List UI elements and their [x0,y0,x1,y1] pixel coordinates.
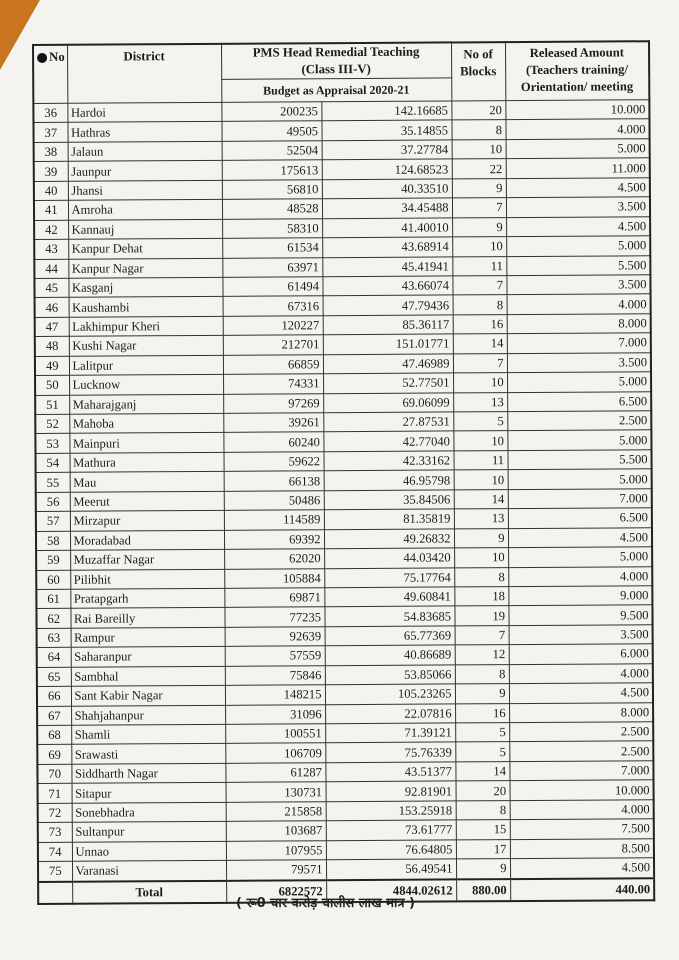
cell-count: 74331 [223,374,323,394]
cell-amount: 53.85066 [325,665,455,685]
cell-no: 74 [38,842,72,862]
cell-amount: 47.46989 [323,354,453,374]
cell-no: 43 [34,239,68,259]
cell-amount: 22.07816 [325,703,455,723]
cell-amount: 34.45488 [322,198,452,218]
cell-released: 7.500 [510,819,654,839]
cell-released: 8.000 [509,702,653,722]
cell-no: 53 [35,434,69,454]
cell-amount: 40.33510 [322,179,452,199]
cell-count: 49505 [221,121,321,141]
cell-district: Sant Kabir Nagar [71,685,225,705]
cell-district: Siddharth Nagar [71,763,225,783]
cell-released: 2.500 [509,741,653,761]
amount-in-words: ( रू0 चार करोड़ चालीस लाख मात्र ) [236,896,415,911]
cell-released: 7.000 [507,333,651,353]
cell-released: 4.000 [510,799,654,819]
cell-no: 60 [36,570,70,590]
cell-no: 40 [34,181,68,201]
cell-count: 103687 [226,821,326,841]
cell-blocks: 11 [454,450,508,470]
cell-count: 130731 [226,782,326,802]
cell-district: Jalaun [68,141,222,161]
cell-count: 31096 [225,704,325,724]
cell-no: 44 [34,259,68,279]
cell-blocks: 7 [452,276,506,296]
cell-no: 52 [35,414,69,434]
cell-amount: 27.87531 [323,412,453,432]
cell-count: 75846 [225,665,325,685]
cell-blocks: 5 [455,723,509,743]
cell-amount: 35.84506 [324,490,454,510]
cell-amount: 41.40010 [322,218,452,238]
cell-count: 105884 [224,568,324,588]
cell-district: Mau [70,472,224,492]
cell-blocks: 22 [452,159,506,179]
cell-released: 2.500 [509,722,653,742]
cell-count: 39261 [223,413,323,433]
cell-count: 69392 [224,529,324,549]
cell-blocks: 18 [454,587,508,607]
cell-amount: 49.60841 [324,587,454,607]
cell-count: 62020 [224,549,324,569]
cell-released: 4.500 [506,177,650,197]
cell-amount: 37.27784 [322,140,452,160]
cell-district: Unnao [72,841,226,861]
cell-released: 6.000 [509,644,653,664]
col-header-district: District [67,44,221,103]
cell-count: 148215 [225,685,325,705]
cell-amount: 35.14855 [321,120,451,140]
cell-no: 66 [37,686,71,706]
cell-amount: 42.77040 [323,431,453,451]
cell-no: 65 [37,667,71,687]
cell-released: 5.000 [506,139,650,159]
cell-district: Maharajganj [69,394,223,414]
total-blocks: 880.00 [456,879,510,901]
cell-count: 59622 [223,452,323,472]
cell-no: 50 [35,375,69,395]
cell-no: 62 [36,609,70,629]
cell-blocks: 13 [453,392,507,412]
cell-district: Hathras [67,122,221,142]
cell-amount: 65.77369 [325,626,455,646]
cell-amount: 76.64805 [326,840,456,860]
cell-blocks: 8 [451,120,505,140]
cell-no: 49 [35,356,69,376]
cell-released: 5.000 [507,372,651,392]
cell-district: Sambhal [71,666,225,686]
cell-count: 79571 [226,860,326,881]
cell-released: 6.500 [508,508,652,528]
cell-released: 8.000 [507,314,651,334]
cell-district: Sultanpur [72,822,226,842]
cell-count: 120227 [223,316,323,336]
cell-count: 67316 [223,296,323,316]
cell-district: Sonebhadra [72,802,226,822]
cell-amount: 105.23265 [325,684,455,704]
cell-district: Moradabad [70,530,224,550]
released-title-2: (Teachers training/ [525,62,628,77]
cell-count: 92639 [225,627,325,647]
cell-no: 58 [36,531,70,551]
cell-released: 5.000 [508,547,652,567]
cell-amount: 43.51377 [325,762,455,782]
cell-released: 4.500 [510,858,654,879]
total-count: 6822572 [226,880,326,903]
cell-released: 3.500 [509,625,653,645]
cell-blocks: 8 [455,664,509,684]
pms-class: (Class III-V) [301,61,371,77]
cell-no: 59 [36,550,70,570]
cell-district: Srawasti [71,744,225,764]
cell-blocks: 9 [456,859,510,879]
cell-released: 5.000 [508,469,652,489]
cell-district: Pilibhit [70,569,224,589]
cell-no: 37 [33,123,67,143]
blocks-title-1: No of [463,47,493,62]
cell-released: 4.000 [508,566,652,586]
cell-no: 64 [37,648,71,668]
cell-amount: 81.35819 [324,509,454,529]
cell-blocks: 5 [453,412,507,432]
cell-blocks: 14 [454,489,508,509]
cell-amount: 43.68914 [322,237,452,257]
cell-district: Hardoi [67,102,221,122]
cell-no: 38 [34,142,68,162]
cell-blocks: 20 [456,781,510,801]
cell-blocks: 8 [456,800,510,820]
cell-released: 3.500 [506,275,650,295]
cell-district: Varanasi [72,860,226,881]
cell-amount: 85.36117 [323,315,453,335]
cell-count: 52504 [222,141,322,161]
cell-district: Jaunpur [68,161,222,181]
col-header-blocks [451,42,505,101]
cell-district: Kanpur Nagar [68,258,222,278]
cell-no: 36 [33,103,67,123]
cell-district: Mahoba [69,413,223,433]
budget-table [32,40,655,904]
cell-amount: 92.81901 [326,781,456,801]
cell-blocks: 10 [454,548,508,568]
cell-released: 10.000 [505,100,649,120]
cell-blocks: 9 [455,684,509,704]
cell-count: 60240 [223,432,323,452]
cell-amount: 153.25918 [326,801,456,821]
cell-amount: 56.49541 [326,859,456,880]
blocks-title-2: Blocks [460,64,497,79]
cell-released: 9.500 [508,605,652,625]
cell-blocks: 10 [453,431,507,451]
cell-no: 75 [38,861,72,881]
cell-district: Kaushambi [69,297,223,317]
cell-count: 56810 [222,179,322,199]
cell-district: Shahjahanpur [71,705,225,725]
cell-amount: 151.01771 [323,334,453,354]
cell-released: 4.000 [509,663,653,683]
cell-blocks: 8 [453,295,507,315]
cell-blocks: 10 [453,373,507,393]
cell-blocks: 10 [452,139,506,159]
cell-blocks: 14 [455,761,509,781]
cell-amount: 69.06099 [323,392,453,412]
cell-district: Lucknow [69,374,223,394]
cell-no: 71 [38,784,72,804]
cell-amount: 75.76339 [325,742,455,762]
cell-amount: 47.79436 [323,295,453,315]
cell-released: 7.000 [509,761,653,781]
cell-amount: 75.17764 [324,567,454,587]
cell-no: 54 [36,453,70,473]
cell-released: 6.500 [507,391,651,411]
pms-title: PMS Head Remedial Teaching [252,44,420,60]
cell-district: Shamli [71,724,225,744]
cell-blocks: 10 [454,470,508,490]
cell-district: Rai Bareilly [70,608,224,628]
cell-released: 8.500 [510,838,654,858]
cell-count: 66138 [224,471,324,491]
col-header-no: No [33,45,67,104]
cell-blocks: 11 [452,256,506,276]
cell-blocks: 19 [454,606,508,626]
cell-blocks: 8 [454,567,508,587]
cell-no: 39 [34,162,68,182]
cell-district: Kanpur Dehat [68,238,222,258]
cell-released: 5.500 [508,450,652,470]
cell-count: 215858 [226,801,326,821]
cell-blocks: 20 [451,101,505,121]
cell-count: 61534 [222,238,322,258]
released-title-1: Released Amount [529,45,624,60]
cell-no: 42 [34,220,68,240]
cell-no: 48 [35,337,69,357]
cell-released: 11.000 [506,158,650,178]
cell-amount: 49.26832 [324,529,454,549]
cell-amount: 42.33162 [323,451,453,471]
cell-released: 3.500 [506,197,650,217]
cell-district: Pratapgarh [70,588,224,608]
released-title-3: Orientation/ meeting [520,79,634,95]
cell-blocks: 9 [454,528,508,548]
cell-district: Meerut [70,491,224,511]
cell-district: Lalitpur [69,355,223,375]
cell-district: Kannauj [68,219,222,239]
cell-count: 212701 [223,335,323,355]
total-label: Total [72,880,226,903]
cell-no: 41 [34,200,68,220]
cell-district: Mathura [70,452,224,472]
cell-count: 50486 [224,490,324,510]
cell-amount: 71.39121 [325,723,455,743]
cell-blocks: 16 [453,314,507,334]
cell-amount: 142.16685 [321,101,451,121]
cell-count: 69871 [224,588,324,608]
cell-blocks: 12 [455,645,509,665]
cell-blocks: 9 [452,178,506,198]
cell-released: 4.000 [507,294,651,314]
cell-count: 58310 [222,218,322,238]
cell-count: 107955 [226,840,326,860]
cell-district: Kasganj [68,277,222,297]
total-released: 440.00 [510,878,654,901]
cell-released: 2.500 [507,411,651,431]
cell-district: Amroha [68,200,222,220]
cell-no: 68 [37,725,71,745]
cell-count: 48528 [222,199,322,219]
cell-amount: 43.66074 [322,276,452,296]
cell-blocks: 7 [453,353,507,373]
cell-count: 61287 [225,763,325,783]
document-sheet [32,40,655,904]
cell-no: 63 [37,628,71,648]
cell-district: Mainpuri [69,433,223,453]
cell-released: 5.000 [507,430,651,450]
col-header-budget-appraisal: Budget as Appraisal 2020-21 [221,78,451,102]
cell-released: 4.500 [508,527,652,547]
cell-district: Rampur [71,627,225,647]
cell-amount: 124.68523 [322,159,452,179]
cell-blocks: 13 [454,509,508,529]
cell-no: 57 [36,511,70,531]
cell-no: 47 [35,317,69,337]
cell-no: 73 [38,822,72,842]
cell-count: 63971 [222,257,322,277]
cell-amount: 73.61777 [326,820,456,840]
cell-no: 51 [35,395,69,415]
cell-released: 4.000 [505,119,649,139]
cell-amount: 45.41941 [322,256,452,276]
cell-no: 56 [36,492,70,512]
cell-blocks: 14 [453,334,507,354]
cell-district: Lakhimpur Kheri [69,316,223,336]
cell-amount: 44.03420 [324,548,454,568]
cell-blocks: 5 [455,742,509,762]
cell-released: 5.500 [506,255,650,275]
cell-no: 46 [35,298,69,318]
cell-blocks: 17 [456,839,510,859]
cell-no: 70 [37,764,71,784]
cell-district: Sitapur [72,783,226,803]
cell-count: 106709 [225,743,325,763]
cell-blocks: 7 [452,198,506,218]
cell-released: 9.000 [508,586,652,606]
table-body [33,100,654,882]
bullet-mark [37,53,47,63]
cell-released: 10.000 [510,780,654,800]
cell-count: 97269 [223,393,323,413]
cell-released: 7.000 [508,488,652,508]
cell-blocks: 10 [452,237,506,257]
cell-blocks: 9 [452,217,506,237]
cell-no: 69 [37,745,71,765]
cell-no: 72 [38,803,72,823]
cell-no: 55 [36,473,70,493]
cell-count: 57559 [225,646,325,666]
cell-no: 67 [37,706,71,726]
cell-count: 114589 [224,510,324,530]
cell-district: Mirzapur [70,511,224,531]
cell-count: 100551 [225,724,325,744]
cell-released: 4.500 [506,216,650,236]
cell-district: Saharanpur [71,647,225,667]
cell-count: 200235 [221,102,321,122]
cell-amount: 46.95798 [324,470,454,490]
cell-blocks: 15 [456,820,510,840]
cell-count: 66859 [223,354,323,374]
cell-released: 5.000 [506,236,650,256]
total-amount: 4844.02612 [326,879,456,902]
col-header-released [505,41,649,100]
cell-amount: 40.86689 [325,645,455,665]
cell-district: Muzaffar Nagar [70,549,224,569]
cell-district: Jhansi [68,180,222,200]
cell-count: 175613 [222,160,322,180]
cell-blocks: 16 [455,703,509,723]
total-no [38,881,72,903]
cell-district: Kushi Nagar [69,336,223,356]
cell-no: 45 [34,278,68,298]
cell-amount: 52.77501 [323,373,453,393]
cell-blocks: 7 [455,625,509,645]
col-header-pms [221,42,451,79]
cell-released: 3.500 [507,352,651,372]
cell-count: 61494 [222,277,322,297]
cell-count: 77235 [224,607,324,627]
cell-no: 61 [36,589,70,609]
cell-amount: 54.83685 [324,606,454,626]
cell-released: 4.500 [509,683,653,703]
